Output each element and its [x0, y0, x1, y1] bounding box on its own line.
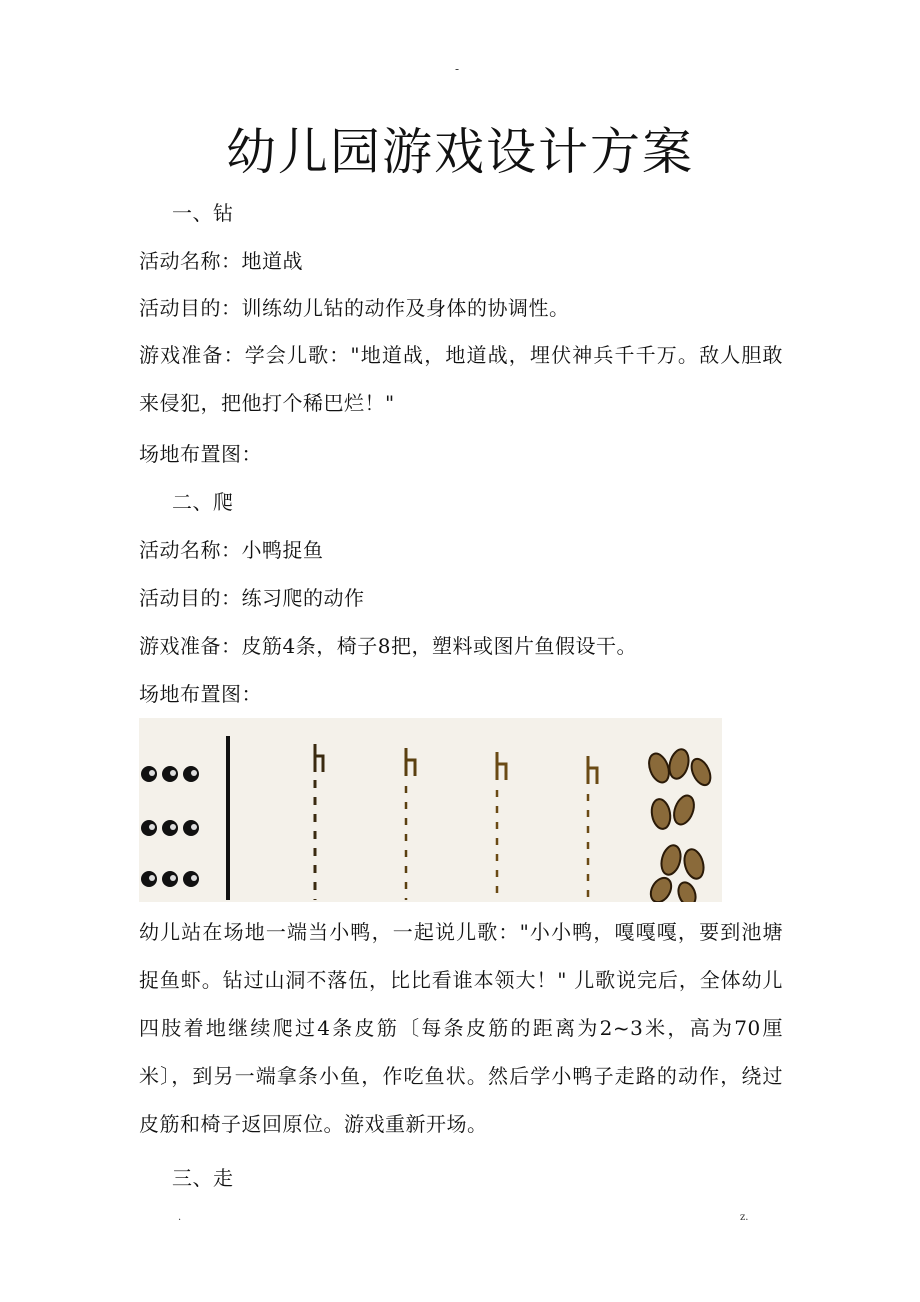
game-description: 幼儿站在场地一端当小鸭，一起说儿歌："小小鸭，嘎嘎嘎，要到池塘捉鱼虾。钻过山洞不落伍，比比看谁本领大！" 儿歌说完后，全体幼儿四肢着地继续爬过4条皮筋〔每条皮筋的距离为2~3米，高为70厘米〕，到另一端拿条小鱼，作吃鱼状。然后学小鸭子走路的动作，绕过皮筋和椅子返回原位。游戏重新开场。 [139, 920, 783, 1136]
activity-goal: 活动目的：训练幼儿钻的动作及身体的协调性。 [139, 296, 570, 320]
layout-label: 场地布置图： [139, 442, 262, 466]
header-mark: - [455, 62, 460, 76]
footer-right-mark: z. [740, 1212, 749, 1223]
section-heading: 一、钻 [172, 201, 234, 225]
game-prep: 游戏准备：学会儿歌："地道战，地道战，埋伏神兵千千万。敌人胆敢来侵犯，把他打个稀巴烂！" [139, 343, 783, 415]
section-heading: 二、爬 [172, 490, 234, 514]
game-prep: 游戏准备：皮筋4条，椅子8把，塑料或图片鱼假设干。 [139, 634, 637, 658]
activity-name: 活动名称：小鸭捉鱼 [139, 538, 324, 562]
footer-left-mark: . [178, 1212, 182, 1223]
page-title: 幼儿园游戏设计方案 [226, 123, 694, 181]
section-heading: 三、走 [172, 1166, 234, 1190]
activity-name: 活动名称：地道战 [139, 249, 303, 273]
field-layout-diagram [139, 718, 722, 902]
activity-goal: 活动目的：练习爬的动作 [139, 586, 365, 610]
layout-label: 场地布置图： [139, 682, 262, 706]
